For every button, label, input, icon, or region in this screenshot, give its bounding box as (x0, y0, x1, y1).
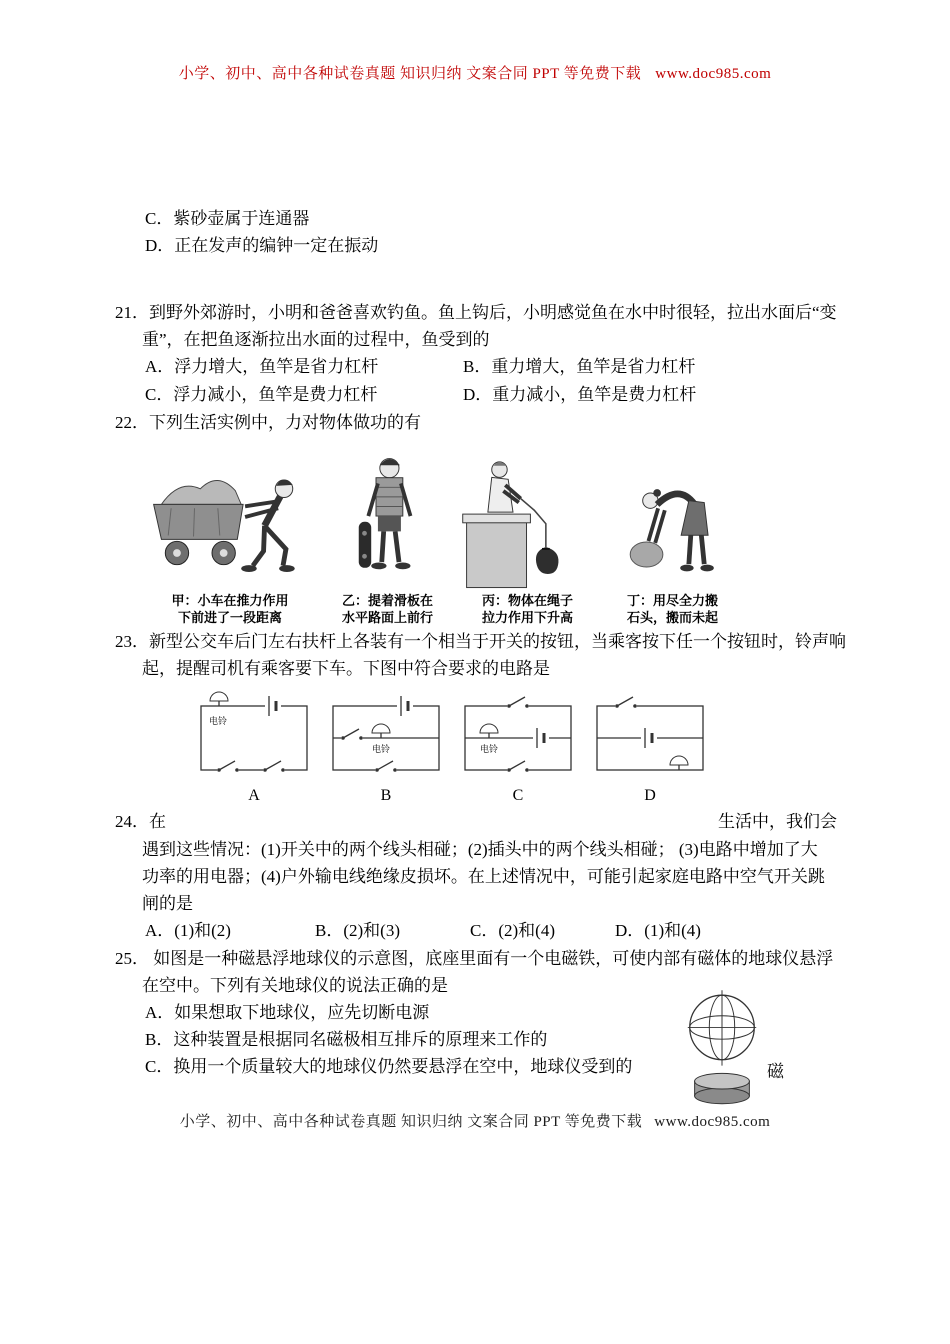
circuit-d-label: D (644, 787, 656, 804)
q23-stem-line1: 23．新型公交车后门左右扶杆上各装有一个相当于开关的按钮，当乘客按下任一个按钮时，铃声响 (115, 632, 846, 651)
q21-options-row2 (115, 381, 837, 409)
q21-option-b: B．重力增大，鱼竿是省力杠杆 (463, 357, 696, 376)
question-22 (115, 409, 837, 626)
document-body (115, 205, 846, 1081)
header-url: www.doc985.com (655, 66, 772, 82)
q24-option-c: C．(2)和(4) (470, 921, 555, 940)
q21-options-row1 (115, 353, 837, 381)
circuit-c (459, 690, 577, 806)
footer-url: www.doc985.com (654, 1114, 771, 1130)
figure-ding-caption-line1: 丁：用尽全力搬 (626, 593, 718, 608)
q25-option-a: A．如果想取下地球仪，应先切断电源 (145, 1003, 430, 1022)
q25-stem-line1: 25． 如图是一种磁悬浮地球仪的示意图，底座里面有一个电磁铁，可使内部有磁体的地球仪悬浮 (115, 949, 834, 968)
figure-bing-caption-line2: 拉力作用下升高 (481, 610, 573, 625)
q24-stem-line2: 遇到这些情况：(1)开关中的两个线头相碰；(2)插头中的两个线头相碰； (3)电路中增加了大 (142, 840, 818, 859)
circuit-a-bell-label: 电铃 (209, 716, 228, 726)
q24-option-d: D．(1)和(4) (615, 921, 701, 940)
figure-ding-caption-line2: 石头，搬而未起 (626, 610, 718, 625)
circuit-c-diagram (459, 690, 577, 778)
q25-stem-line2: 在空中。下列有关地球仪的说法正确的是 (142, 976, 448, 995)
figure-jia-caption-line1: 甲：小车在推力作用 (171, 593, 289, 608)
q21-option-a: A．浮力增大，鱼竿是省力杠杆 (145, 357, 379, 376)
q25-option-c: C．换用一个质量较大的地球仪仍然要悬浮在空中，地球仪受到的 (145, 1057, 633, 1076)
figure-jia-caption-line2: 下前进了一段距离 (177, 610, 282, 625)
figure-ding (610, 442, 735, 626)
circuit-b (327, 690, 445, 806)
prev-option-c: C．紫砂壶属于连通器 (145, 209, 310, 228)
figure-bing-caption-line1: 丙：物体在绳子 (481, 593, 573, 608)
circuit-b-bell-label: 电铃 (371, 744, 391, 754)
q24-options-row (115, 917, 837, 945)
circuit-a (195, 690, 313, 806)
figure-yi-caption-line1: 乙：提着滑板在 (341, 593, 433, 608)
circuit-b-diagram (327, 690, 445, 778)
pushing-cart-illustration (140, 442, 320, 592)
figure-yi-caption-line2: 水平路面上前行 (341, 610, 433, 625)
circuit-a-label: A (248, 787, 260, 804)
q21-stem-line1: 21．到野外郊游时，小明和爸爸喜欢钓鱼。鱼上钩后，小明感觉鱼在水中时很轻，拉出水面后“变 (115, 303, 837, 322)
q24-stem-line1 (115, 808, 837, 836)
q24-option-b: B．(2)和(3) (315, 921, 400, 940)
globe-icon (678, 987, 766, 1107)
header-text: 小学、初中、高中各种试卷真题 知识归纳 文案合同 PPT 等免费下载 (178, 66, 642, 82)
carrying-skateboard-illustration (330, 442, 445, 592)
prev-option-d: D．正在发声的编钟一定在振动 (145, 236, 379, 255)
question-23 (115, 628, 846, 806)
q24-lead-right: 生活中，我们会 (718, 812, 837, 831)
q24-lead-left: 24．在 (115, 812, 166, 831)
q21-option-d: D．重力减小，鱼竿是费力杠杆 (463, 385, 697, 404)
q25-trailing-char: 磁 (767, 1062, 784, 1081)
q24-stem-line3: 功率的用电器；(4)户外输电线绝缘皮损坏。在上述情况中，可能引起家庭电路中空气开关跳 (142, 867, 825, 886)
figure-jia (140, 442, 320, 626)
q24-option-a: A．(1)和(2) (145, 921, 231, 940)
raising-object-illustration (455, 442, 600, 592)
circuit-d (591, 690, 709, 806)
q21-stem-line2: 重”，在把鱼逐渐拉出水面的过程中，鱼受到的 (142, 330, 490, 349)
circuit-a-diagram (195, 690, 313, 778)
circuit-c-bell-label: 电铃 (479, 744, 499, 754)
question-25 (115, 945, 837, 1080)
circuit-c-label: C (512, 787, 524, 804)
circuit-d-diagram (591, 690, 709, 778)
q22-stem: 22．下列生活实例中，力对物体做功的有 (115, 413, 421, 432)
question-24 (115, 808, 837, 945)
q23-stem-line2: 起，提醒司机有乘客要下车。下图中符合要求的电路是 (142, 659, 550, 678)
footer-text: 小学、初中、高中各种试卷真题 知识归纳 文案合同 PPT 等免费下载 (179, 1114, 643, 1130)
page-header (0, 62, 950, 83)
q21-option-c: C．浮力减小，鱼竿是费力杠杆 (145, 385, 378, 404)
q25-option-b: B．这种装置是根据同名磁极相互排斥的原理来工作的 (145, 1030, 548, 1049)
q23-circuit-diagrams (195, 690, 837, 806)
circuit-b-label: B (380, 787, 392, 804)
lifting-stone-illustration (610, 442, 735, 592)
levitating-globe-illustration (678, 987, 766, 1115)
q22-figures (140, 442, 837, 626)
page-footer (0, 1110, 950, 1131)
figure-bing (455, 442, 600, 626)
q24-stem-line4: 闸的是 (142, 894, 193, 913)
figure-yi (330, 442, 445, 626)
question-21 (115, 299, 837, 409)
